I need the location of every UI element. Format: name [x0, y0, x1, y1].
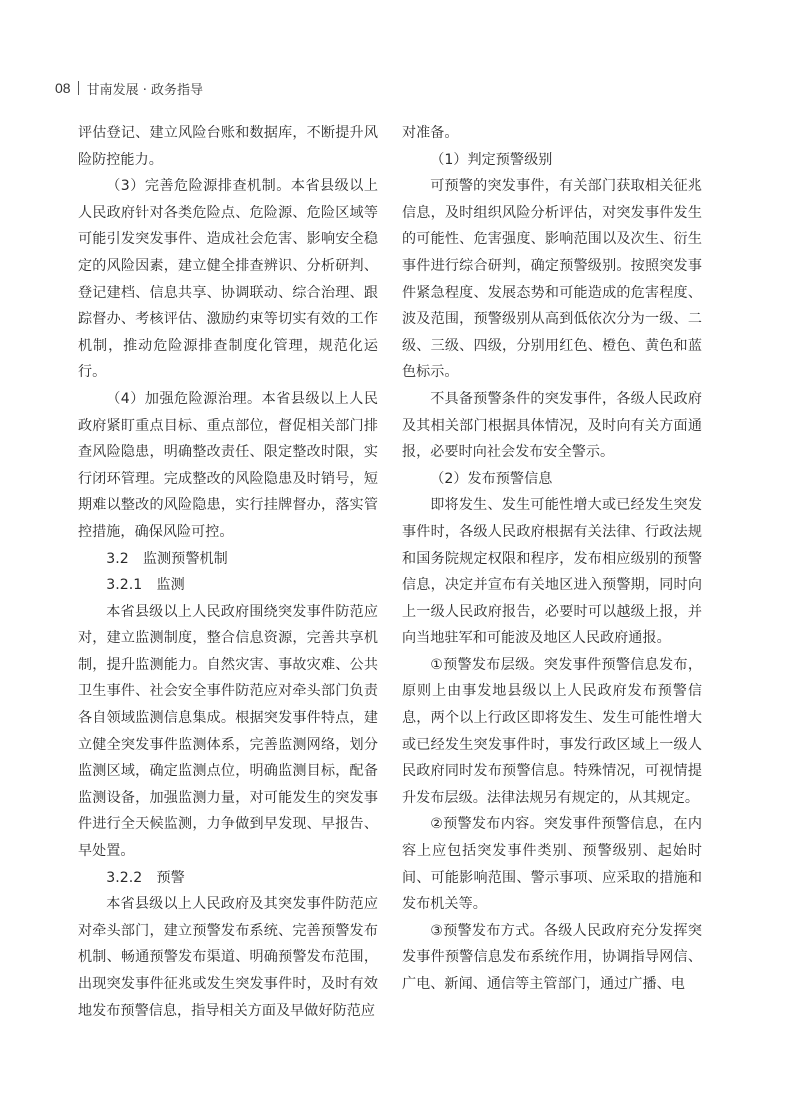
subsection-heading: 3.2.1 监测 — [106, 577, 185, 594]
paragraph: 不具备预警条件的突发事件，各级人民政府及其相关部门根据具体情况，及时向有关方面通报，必要时向社会发布安全警示。 — [402, 390, 702, 461]
paragraph: 即将发生、发生可能性增大或已经发生突发事件时，各级人民政府根据有关法律、行政法规和国务院规定权限和程序，发布相应级别的预警信息，决定并宣布有关地区进入预警期，同时向上一级人民政府报告，必要时可以越级上报，并向当地驻军和可能波及地区人民政府通报。 — [402, 497, 702, 647]
continued-paragraph: 评估登记、建立风险台账和数据库，不断提升风险防控能力。 — [78, 125, 378, 168]
running-header — [55, 78, 203, 98]
right-column — [402, 120, 702, 998]
paragraph: （3）完善危险源排查机制。本省县级以上人民政府针对各类危险点、危险源、危险区域等可能引发突发事件、造成社会危害、影响安全稳定的风险因素，建立健全排查辨识、分析研判、登记建档、信息共享、协调联动、综合治理、跟踪督办、考核评估、激励约束等切实有效的工作机制，推动危险源排查制度化管理，规范化运行。 — [78, 178, 378, 381]
continued-paragraph: 对准备。 — [402, 125, 459, 141]
left-column — [78, 120, 378, 1024]
paragraph: ②预警发布内容。突发事件预警信息，在内容上应包括突发事件类别、预警级别、起始时间、可能影响范围、警示事项、应采取的措施和发布机关等。 — [402, 816, 702, 913]
page-number: 08 — [55, 80, 71, 96]
paragraph: 本省县级以上人民政府及其突发事件防范应对牵头部门，建立预警发布系统、完善预警发布机制、畅通预警发布渠道、明确预警发布范围，出现突发事件征兆或发生突发事件时，及时有效地发布预警信息，指导相关方面及早做好防范应 — [78, 896, 378, 1019]
item-heading: （1）判定预警级别 — [430, 151, 553, 168]
header-divider — [78, 81, 79, 95]
section-title: 甘南发展 · 政务指导 — [86, 82, 203, 98]
paragraph: ①预警发布层级。突发事件预警信息发布，原则上由事发地县级以上人民政府发布预警信息，两个以上行政区即将发生、发生可能性增大或已经发生突发事件时，事发行政区域上一级人民政府同时发布预警信息。特殊情况，可视情提升发布层级。法律法规另有规定的，从其规定。 — [402, 656, 702, 806]
paragraph: 本省县级以上人民政府围绕突发事件防范应对，建立监测制度，整合信息资源，完善共享机制，提升监测能力。自然灾害、事故灾难、公共卫生事件、社会安全事件防范应对牵头部门负责各自领域监测信息集成。根据突发事件特点，建立健全突发事件监测体系，完善监测网络，划分监测区域，确定监测点位，明确监测目标，配备监测设备，加强监测力量，对可能发生的突发事件进行全天候监测，力争做到早发现、早报告、早处置。 — [78, 603, 378, 860]
subsection-heading: 3.2.2 预警 — [106, 869, 185, 886]
paragraph: （4）加强危险源治理。本省县级以上人民政府紧盯重点目标、重点部位，督促相关部门排查风险隐患，明确整改责任、限定整改时限，实行闭环管理。完成整改的风险隐患及时销号，短期难以整改的风险隐患，实行挂牌督办，落实管控措施，确保风险可控。 — [78, 390, 378, 540]
item-heading: （2）发布预警信息 — [430, 470, 553, 487]
section-heading: 3.2 监测预警机制 — [106, 550, 228, 567]
paragraph: ③预警发布方式。各级人民政府充分发挥突发事件预警信息发布系统作用，协调指导网信、广电、新闻、通信等主管部门，通过广播、电 — [402, 922, 702, 992]
paragraph: 可预警的突发事件，有关部门获取相关征兆信息，及时组织风险分析评估，对突发事件发生的可能性、危害强度、影响范围以及次生、衍生事件进行综合研判，确定预警级别。按照突发事件紧急程度、发展态势和可能造成的危害程度、波及范围，预警级别从高到低依次分为一级、二级、三级、四级，分别用红色、橙色、黄色和蓝色标示。 — [402, 178, 702, 381]
